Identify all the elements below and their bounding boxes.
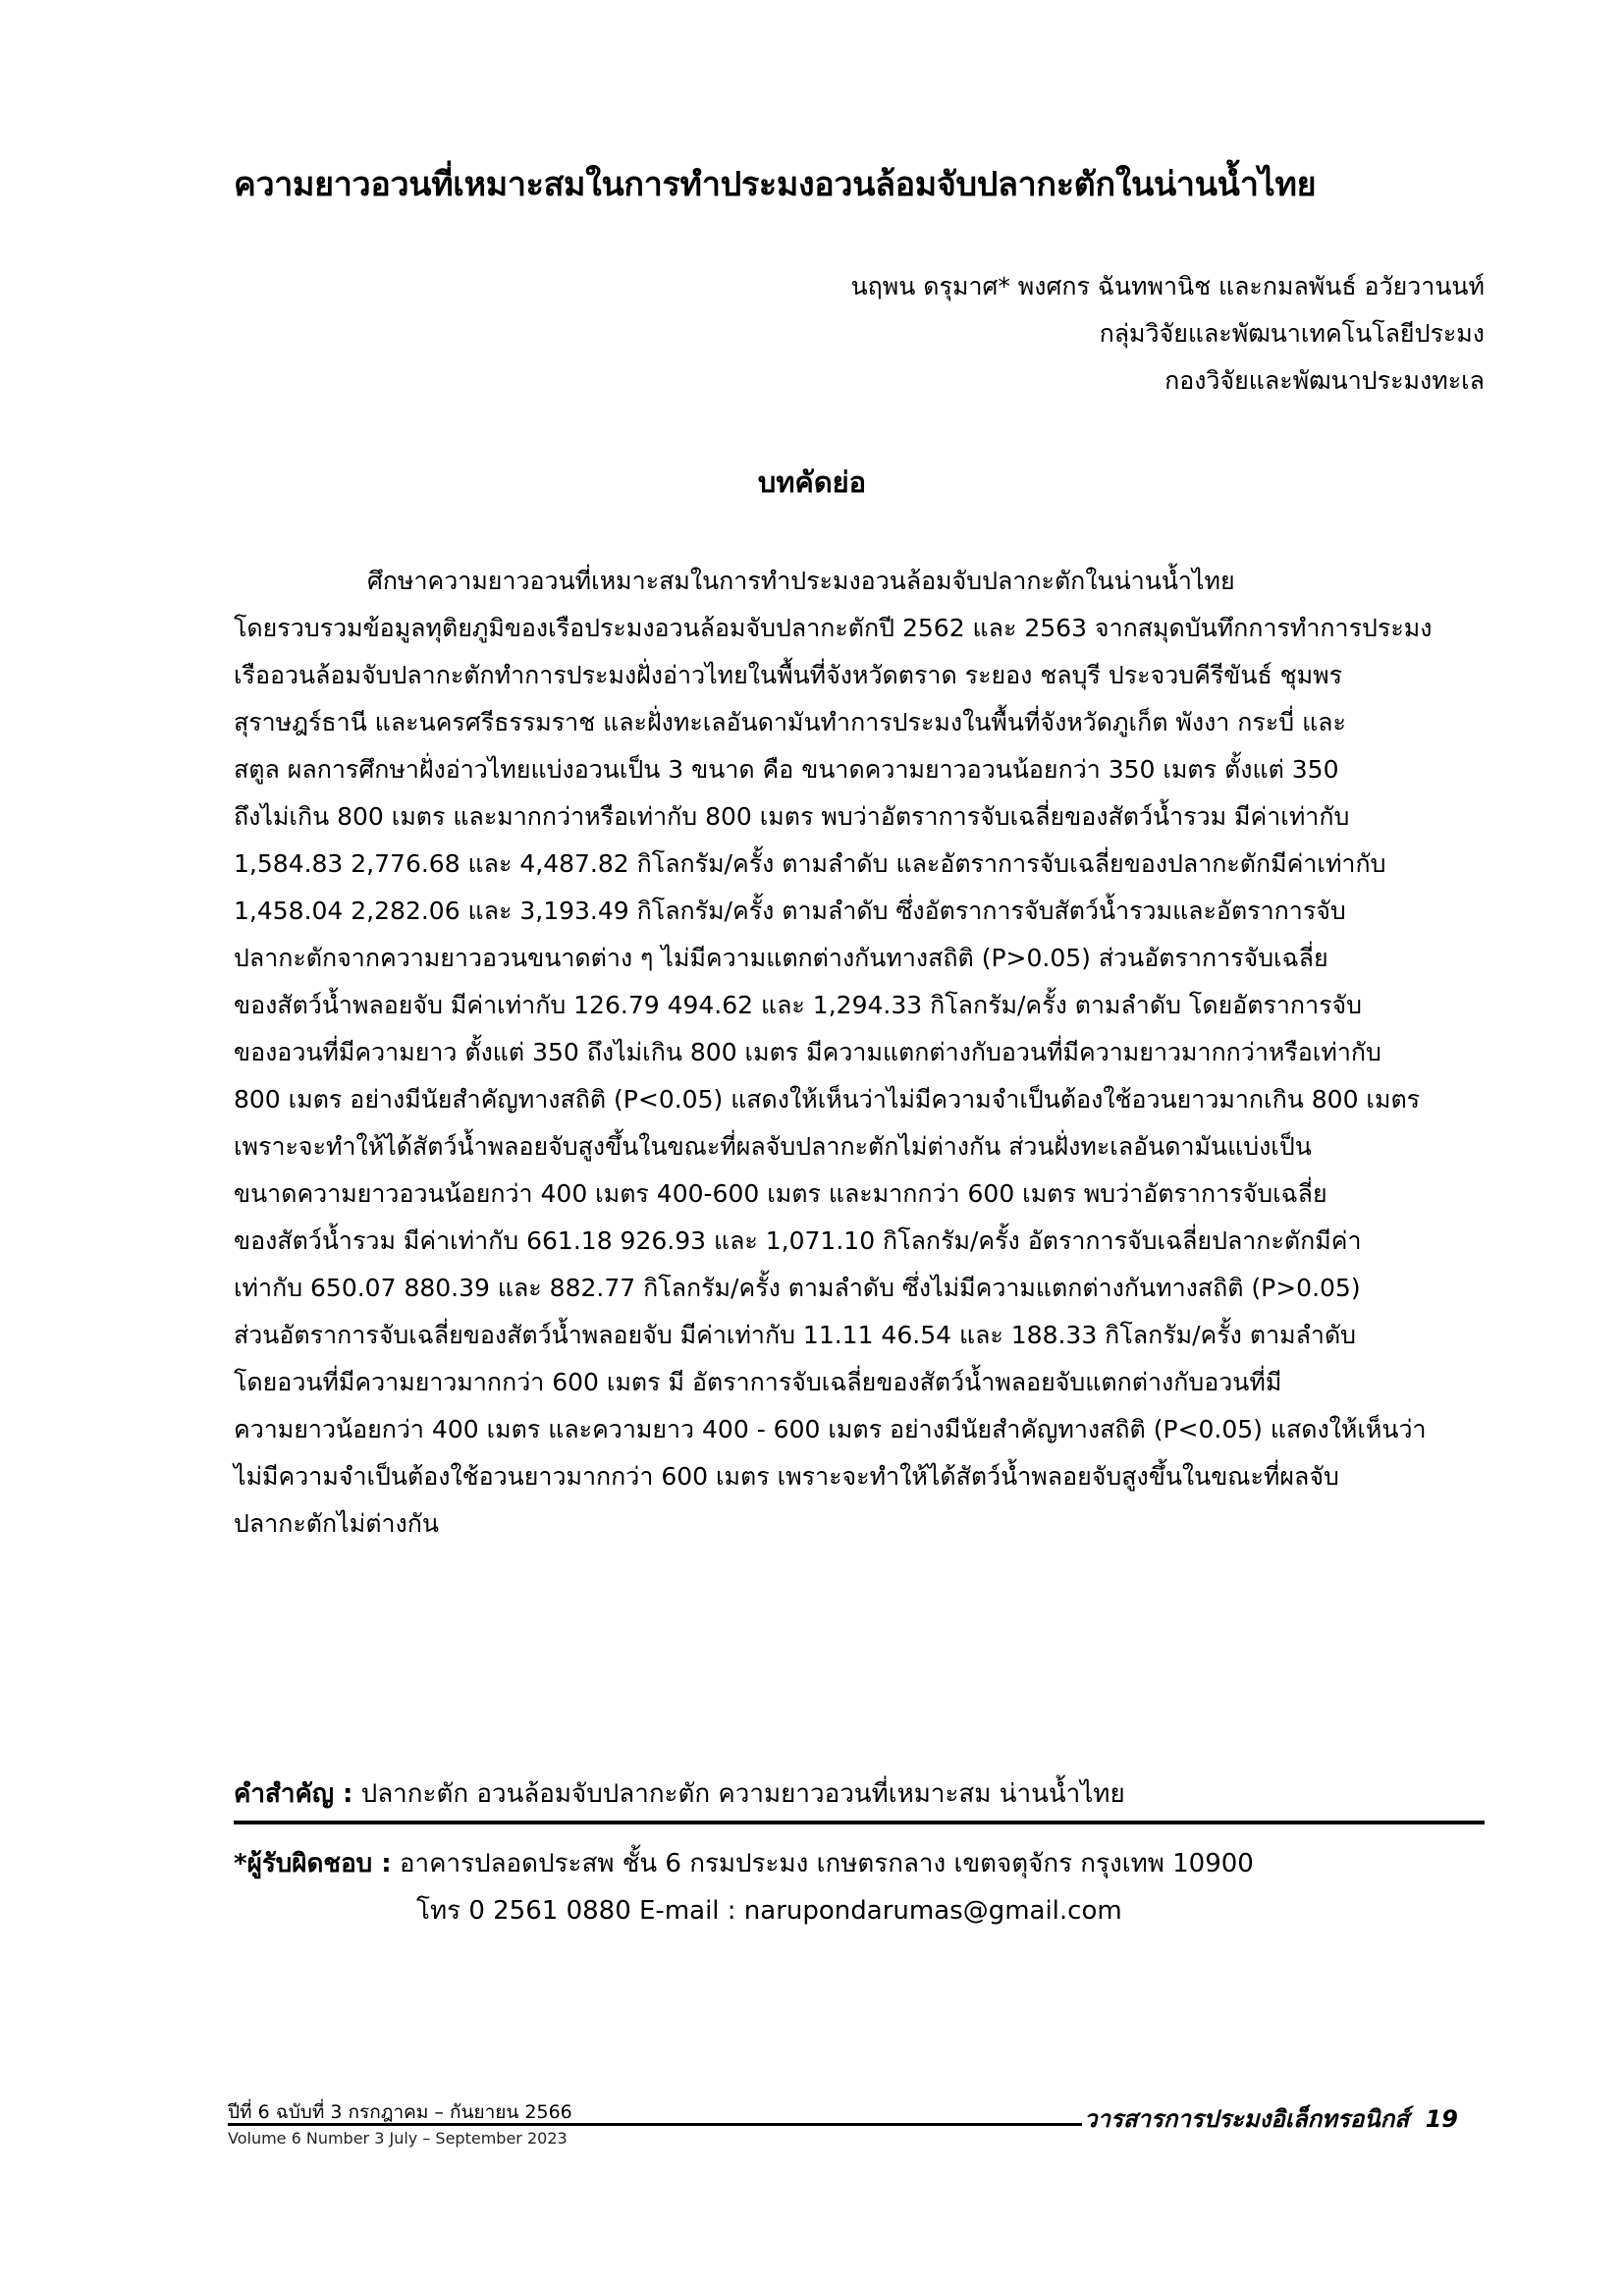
abstract-line: 1,458.04 2,282.06 และ 3,193.49 กิโลกรัม/ครั้ง ตามลำดับ ซึ่งอัตราการจับสัตว์น้ำรวมและอัตราการจับ (234, 897, 1346, 925)
abstract-line: ปลากะตักไม่ต่างกัน (234, 1509, 439, 1538)
author-group: กลุ่มวิจัยและพัฒนาเทคโนโลยีประมง (1099, 319, 1485, 348)
contact-label: *ผู้รับผิดชอบ : (234, 1849, 392, 1878)
page-number: 19 (1425, 2105, 1459, 2133)
abstract-line: สุราษฎร์ธานี และนครศรีธรรมราช และฝั่งทะเลอันดามันทำการประมงในพื้นที่จังหวัดภูเก็ต พังงา กระบี่ และ (234, 708, 1346, 736)
abstract-line: ขนาดความยาวอวนน้อยกว่า 400 เมตร 400-600 เมตร และมากกว่า 600 เมตร พบว่าอัตราการจับเฉลี่ย (234, 1179, 1327, 1208)
page-title: ความยาวอวนที่เหมาะสมในการทำประมงอวนล้อมจับปลากะตักในน่านน้ำไทย (234, 165, 1317, 204)
author-division: กองวิจัยและพัฒนาประมงทะเล (1164, 366, 1485, 395)
abstract-line: สตูล ผลการศึกษาฝั่งอ่าวไทยแบ่งอวนเป็น 3 ขนาด คือ ขนาดความยาวอวนน้อยกว่า 350 เมตร ตั้งแต่ 350 (234, 755, 1339, 784)
abstract-line: 800 เมตร อย่างมีนัยสำคัญทางสถิติ (P<0.05) แสดงให้เห็นว่าไม่มีความจำเป็นต้องใช้อวนยาวมากเกิน 800 เมตร (234, 1085, 1421, 1114)
abstract-line: เท่ากับ 650.07 880.39 และ 882.77 กิโลกรัม/ครั้ง ตามลำดับ ซึ่งไม่มีความแตกต่างกันทางสถิติ (P>0.05) (234, 1274, 1361, 1302)
corresponding-author (234, 1840, 1485, 1934)
abstract-line: ของสัตว์น้ำรวม มีค่าเท่ากับ 661.18 926.93 และ 1,071.10 กิโลกรัม/ครั้ง อัตราการจับเฉลี่ยปลากะตักมีค่า (234, 1226, 1362, 1255)
abstract-line: ศึกษาความยาวอวนที่เหมาะสมในการทำประมงอวนล้อมจับปลากะตักในน่านน้ำไทย (367, 567, 1235, 595)
journal-name: วารสารการประมงอิเล็กทรอนิกส์ (1084, 2105, 1409, 2133)
keywords (234, 1773, 1485, 1814)
abstract-line: เรืออวนล้อมจับปลากะตักทำการประมงฝั่งอ่าวไทยในพื้นที่จังหวัดตราด ระยอง ชลบุรี ประจวบคีรีขันธ์ ชุมพร (234, 661, 1343, 689)
contact-address: อาคารปลอดประสพ ชั้น 6 กรมประมง เกษตรกลาง เขตจตุจักร กรุงเทพ 10900 (391, 1849, 1254, 1878)
keywords-divider (234, 1821, 1485, 1824)
footer-issue-th: ปีที่ 6 ฉบับที่ 3 กรกฎาคม – กันยายน 2566 (228, 2101, 572, 2123)
abstract-body (234, 558, 1485, 1548)
keywords-label: คำสำคัญ : (234, 1779, 353, 1809)
abstract-line: ถึงไม่เกิน 800 เมตร และมากกว่าหรือเท่ากับ 800 เมตร พบว่าอัตราการจับเฉลี่ยของสัตว์น้ำรวม มีค่าเท่ากับ (234, 802, 1350, 831)
abstract-line: 1,584.83 2,776.68 และ 4,487.82 กิโลกรัม/ครั้ง ตามลำดับ และอัตราการจับเฉลี่ยของปลากะตักมีค่าเท่ากับ (234, 849, 1386, 878)
abstract-line: ของสัตว์น้ำพลอยจับ มีค่าเท่ากับ 126.79 494.62 และ 1,294.33 กิโลกรัม/ครั้ง ตามลำดับ โดยอัตราการจับ (234, 991, 1363, 1019)
abstract-line: ความยาวน้อยกว่า 400 เมตร และความยาว 400 - 600 เมตร อย่างมีนัยสำคัญทางสถิติ (P<0.05) แสดงให้เห็นว่า (234, 1415, 1427, 1443)
footer-issue-en: Volume 6 Number 3 July – September 2023 (228, 2129, 568, 2148)
author-names: นฤพน ดรุมาศ* พงศกร ฉันทพานิช และกมลพันธ์ อวัยวานนท์ (850, 272, 1485, 300)
abstract-line: ปลากะตักจากความยาวอวนขนาดต่าง ๆ ไม่มีความแตกต่างกันทางสถิติ (P>0.05) ส่วนอัตราการจับเฉลี่ย (234, 944, 1328, 972)
abstract-heading: บทคัดย่อ (757, 465, 867, 499)
footer-journal (1084, 2099, 1506, 2138)
contact-phone-email: โทร 0 2561 0880 E-mail : narupondarumas@gmail.com (416, 1896, 1122, 1926)
abstract-line: ของอวนที่มีความยาว ตั้งแต่ 350 ถึงไม่เกิน 800 เมตร มีความแตกต่างกับอวนที่มีความยาวมากกว่าหรือเท่ากับ (234, 1038, 1381, 1066)
abstract-line: ไม่มีความจำเป็นต้องใช้อวนยาวมากกว่า 600 เมตร เพราะจะทำให้ได้สัตว์น้ำพลอยจับสูงขึ้นในขณะที่ผลจับ (234, 1462, 1339, 1491)
author-block (687, 263, 1485, 405)
footer-divider (228, 2123, 1082, 2126)
keywords-text: ปลากะตัก อวนล้อมจับปลากะตัก ความยาวอวนที่เหมาะสม น่านน้ำไทย (352, 1779, 1125, 1809)
abstract-line: เพราะจะทำให้ได้สัตว์น้ำพลอยจับสูงขึ้นในขณะที่ผลจับปลากะตักไม่ต่างกัน ส่วนฝั่งทะเลอันดามันแบ่งเป็น (234, 1132, 1312, 1161)
abstract-line: ส่วนอัตราการจับเฉลี่ยของสัตว์น้ำพลอยจับ มีค่าเท่ากับ 11.11 46.54 และ 188.33 กิโลกรัม/ครั้ง ตามลำดับ (234, 1321, 1357, 1349)
abstract-line: โดยอวนที่มีความยาวมากกว่า 600 เมตร มี อัตราการจับเฉลี่ยของสัตว์น้ำพลอยจับแตกต่างกับอวนที่มี (234, 1368, 1282, 1396)
abstract-line: โดยรวบรวมข้อมูลทุติยภูมิของเรือประมงอวนล้อมจับปลากะตักปี 2562 และ 2563 จากสมุดบันทึกการทำการประมง (234, 614, 1433, 642)
